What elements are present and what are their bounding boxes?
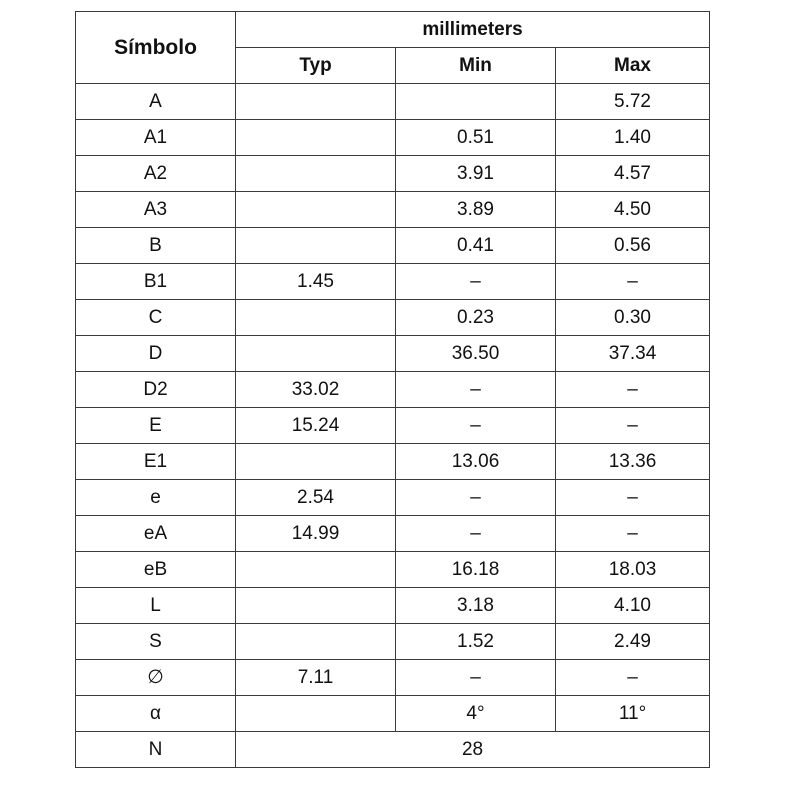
symbol-cell: N bbox=[76, 732, 236, 768]
header-row-1 bbox=[76, 12, 710, 48]
symbol-cell: B1 bbox=[76, 264, 236, 300]
table-row bbox=[76, 300, 710, 336]
max-cell: 4.57 bbox=[556, 156, 710, 192]
typ-cell bbox=[236, 444, 396, 480]
symbol-cell: eA bbox=[76, 516, 236, 552]
max-cell: 11° bbox=[556, 696, 710, 732]
symbol-cell: E1 bbox=[76, 444, 236, 480]
max-cell: 2.49 bbox=[556, 624, 710, 660]
table-row bbox=[76, 228, 710, 264]
symbol-cell: S bbox=[76, 624, 236, 660]
typ-cell: 2.54 bbox=[236, 480, 396, 516]
min-cell: – bbox=[396, 660, 556, 696]
typ-cell: 7.11 bbox=[236, 660, 396, 696]
min-cell: – bbox=[396, 372, 556, 408]
symbol-cell: ∅ bbox=[76, 660, 236, 696]
min-header: Min bbox=[396, 48, 556, 84]
table-row bbox=[76, 624, 710, 660]
table-row bbox=[76, 480, 710, 516]
min-cell: – bbox=[396, 408, 556, 444]
table-row bbox=[76, 444, 710, 480]
min-cell: 4° bbox=[396, 696, 556, 732]
max-cell: – bbox=[556, 372, 710, 408]
table-row bbox=[76, 696, 710, 732]
table-row bbox=[76, 516, 710, 552]
table-body bbox=[76, 84, 710, 768]
typ-cell: 1.45 bbox=[236, 264, 396, 300]
symbol-cell: α bbox=[76, 696, 236, 732]
min-cell: 0.51 bbox=[396, 120, 556, 156]
pin-count-cell: 28 bbox=[236, 732, 710, 768]
symbol-cell: A bbox=[76, 84, 236, 120]
typ-cell bbox=[236, 300, 396, 336]
symbol-cell: E bbox=[76, 408, 236, 444]
typ-cell bbox=[236, 228, 396, 264]
table-row bbox=[76, 336, 710, 372]
table-row bbox=[76, 156, 710, 192]
max-cell: – bbox=[556, 660, 710, 696]
max-cell: 4.50 bbox=[556, 192, 710, 228]
min-cell: 0.23 bbox=[396, 300, 556, 336]
max-cell: 0.56 bbox=[556, 228, 710, 264]
symbol-cell: A2 bbox=[76, 156, 236, 192]
table-row bbox=[76, 192, 710, 228]
table-row bbox=[76, 408, 710, 444]
typ-cell bbox=[236, 336, 396, 372]
max-cell: 13.36 bbox=[556, 444, 710, 480]
symbol-cell: B bbox=[76, 228, 236, 264]
max-cell: 1.40 bbox=[556, 120, 710, 156]
symbol-cell: C bbox=[76, 300, 236, 336]
min-cell: 3.91 bbox=[396, 156, 556, 192]
min-cell: 3.89 bbox=[396, 192, 556, 228]
max-cell: – bbox=[556, 264, 710, 300]
table-row bbox=[76, 120, 710, 156]
max-cell: 37.34 bbox=[556, 336, 710, 372]
min-cell: 1.52 bbox=[396, 624, 556, 660]
typ-cell bbox=[236, 588, 396, 624]
unit-header: millimeters bbox=[236, 12, 710, 48]
table-row bbox=[76, 372, 710, 408]
max-cell: 5.72 bbox=[556, 84, 710, 120]
symbol-cell: e bbox=[76, 480, 236, 516]
typ-cell: 15.24 bbox=[236, 408, 396, 444]
max-cell: 18.03 bbox=[556, 552, 710, 588]
symbol-cell: eB bbox=[76, 552, 236, 588]
min-cell: 36.50 bbox=[396, 336, 556, 372]
symbol-cell: L bbox=[76, 588, 236, 624]
max-cell: 4.10 bbox=[556, 588, 710, 624]
table-row bbox=[76, 264, 710, 300]
table-row bbox=[76, 84, 710, 120]
symbol-header: Símbolo bbox=[76, 12, 236, 84]
typ-cell bbox=[236, 120, 396, 156]
max-cell: – bbox=[556, 480, 710, 516]
table-row bbox=[76, 732, 710, 768]
min-cell: – bbox=[396, 480, 556, 516]
table-row bbox=[76, 588, 710, 624]
typ-cell: 14.99 bbox=[236, 516, 396, 552]
symbol-cell: D2 bbox=[76, 372, 236, 408]
typ-cell bbox=[236, 624, 396, 660]
min-cell: 0.41 bbox=[396, 228, 556, 264]
table-row bbox=[76, 552, 710, 588]
max-header: Max bbox=[556, 48, 710, 84]
min-cell: 3.18 bbox=[396, 588, 556, 624]
min-cell: 13.06 bbox=[396, 444, 556, 480]
dimensions-table bbox=[75, 11, 710, 768]
typ-cell bbox=[236, 84, 396, 120]
symbol-cell: D bbox=[76, 336, 236, 372]
max-cell: – bbox=[556, 408, 710, 444]
min-cell bbox=[396, 84, 556, 120]
typ-cell bbox=[236, 156, 396, 192]
typ-cell bbox=[236, 696, 396, 732]
typ-cell bbox=[236, 192, 396, 228]
min-cell: – bbox=[396, 516, 556, 552]
max-cell: 0.30 bbox=[556, 300, 710, 336]
typ-header: Typ bbox=[236, 48, 396, 84]
table-row bbox=[76, 660, 710, 696]
symbol-cell: A3 bbox=[76, 192, 236, 228]
min-cell: – bbox=[396, 264, 556, 300]
max-cell: – bbox=[556, 516, 710, 552]
symbol-cell: A1 bbox=[76, 120, 236, 156]
min-cell: 16.18 bbox=[396, 552, 556, 588]
typ-cell: 33.02 bbox=[236, 372, 396, 408]
typ-cell bbox=[236, 552, 396, 588]
